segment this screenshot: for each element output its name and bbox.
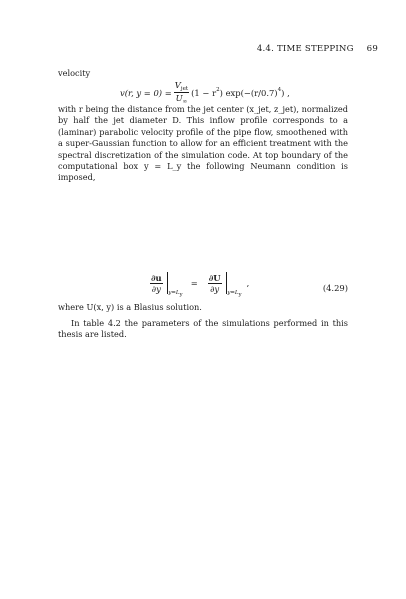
section-title: 4.4. TIME STEPPING	[256, 44, 354, 54]
eq2-right-fraction: $\frac{\partial U}{\partial y}$	[208, 272, 221, 294]
equation-number: (4.29)	[322, 283, 348, 293]
eq1-lhs: v(r, y = 0) =	[120, 87, 172, 98]
blasius-sentence: where U(x, y) is a Blasius solution.	[58, 302, 202, 312]
neumann-condition-equation: $\frac{\partial u}{\partial y}$ y=Ly = $\frac{\partial U}{\partial y}$ y=Ly ,	[151, 272, 250, 298]
inflow-velocity-equation: v(r, y = 0) = $\frac{V_{jet}}{U_\infty}$ (1 − r 2 ) exp(−(r/0.7) 4 ) ,	[120, 80, 290, 105]
page-number: 69	[366, 44, 378, 54]
eq2-left-fraction: $\frac{\partial u}{\partial y}$	[151, 272, 162, 294]
velocity-intro: velocity	[58, 68, 91, 78]
table-reference-paragraph: In table 4.2 the parameters of the simulations performed in this thesis are listed.	[58, 318, 348, 340]
eq2-left-eval: y=Ly	[168, 290, 183, 298]
running-header	[257, 44, 378, 54]
eq1-fraction: $\frac{V_{jet}}{U_\infty}$	[174, 80, 189, 105]
paragraph-after-inflow: with r being the distance from the jet center (x_jet, z_jet), normalized by half the jet diameter D. This inflow profile corresponds to a (laminar) parabolic velocity profile of the pipe flow, smoothened with a super-Gaussian function to allow for an efficient treatment with the spectral discretization of the simulation code. At top boundary of the computational box y = L_y the following Neumann condition is imposed,	[58, 104, 348, 183]
eq2-right-eval: y=Ly	[227, 290, 242, 298]
